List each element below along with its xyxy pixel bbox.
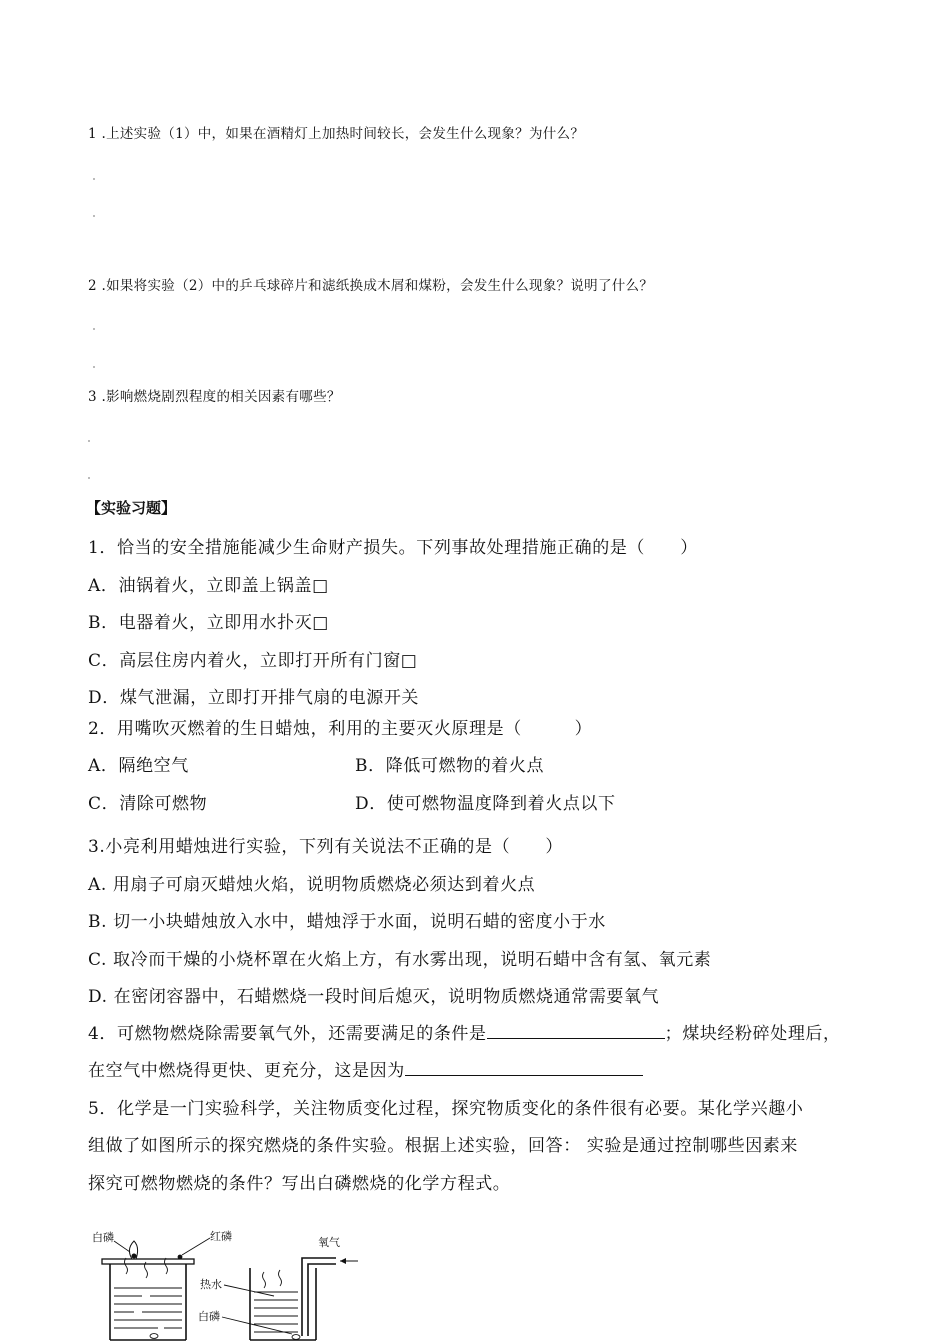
q4-part-2: ；煤块经粉碎处理后， [664,1024,841,1044]
q1-option-a: A．油锅着火，立即盖上锅盖□ [88,576,329,596]
q4-part-3: 在空气中燃烧得更快、更充分，这是因为 [88,1061,405,1081]
discussion-question-1: 1 .上述实验（1）中，如果在酒精灯上加热时间较长，会发生什么现象？为什么？ [88,126,585,142]
faint-mark [93,178,95,180]
q4-blank-2[interactable] [405,1059,643,1076]
label-red-phosphorus: 红磷 [210,1230,232,1243]
q4-part-1: 4．可燃物燃烧除需要氧气外，还需要满足的条件是 [88,1024,487,1044]
q4-line-1 [88,1019,841,1044]
label-white-phosphorus-top: 白磷 [92,1231,114,1244]
q3-option-d: D. 在密闭容器中，石蜡燃烧一段时间后熄灭，说明物质燃烧通常需要氧气 [88,987,660,1007]
q3-option-b: B. 切一小块蜡烛放入水中，蜡烛浮于水面，说明石蜡的密度小于水 [88,912,606,932]
q2-option-a: A．隔绝空气 [88,756,189,776]
combustion-experiment-diagram [88,1228,368,1344]
q3-option-c: C. 取冷而干燥的小烧杯罩在火焰上方，有水雾出现，说明石蜡中含有氢、氧元素 [88,950,712,970]
right-beaker [250,1258,336,1340]
oxygen-tube [302,1258,336,1336]
faint-mark [88,477,90,479]
copper-plate [102,1259,194,1264]
q2-stem: 2．用嘴吹灭燃着的生日蜡烛，利用的主要灭火原理是（ ） [88,719,593,739]
q5-line-2: 组做了如图所示的探究燃烧的条件实验。根据上述实验，回答： 实验是通过控制哪些因素来 [88,1136,799,1156]
q5-line-3: 探究可燃物燃烧的条件？写出白磷燃烧的化学方程式。 [88,1174,511,1194]
label-oxygen: 氧气 [318,1236,340,1249]
q4-line-2 [88,1056,643,1081]
q3-stem: 3.小亮利用蜡烛进行实验，下列有关说法不正确的是（ ） [88,837,564,857]
section-title: 【实验习题】 [86,499,177,517]
q4-blank-1[interactable] [487,1022,665,1039]
faint-mark [93,328,95,330]
q1-option-d: D．煤气泄漏，立即打开排气扇的电源开关 [88,688,420,708]
q1-stem: 1．恰当的安全措施能减少生命财产损失。下列事故处理措施正确的是（ ） [88,538,698,558]
q3-option-a: A. 用扇子可扇灭蜡烛火焰，说明物质燃烧必须达到着火点 [88,875,536,895]
label-hot-water: 热水 [200,1278,222,1291]
left-beaker [102,1241,194,1340]
red-phosphorus [178,1255,183,1260]
discussion-question-3: 3 .影响燃烧剧烈程度的相关因素有哪些？ [88,389,341,405]
q2-option-c: C．清除可燃物 [88,794,208,814]
q2-option-d: D．使可燃物温度降到着火点以下 [355,794,616,814]
q1-option-b: B．电器着火，立即用水扑灭□ [88,613,329,633]
q2-option-b: B．降低可燃物的着火点 [355,756,545,776]
label-white-phosphorus-bottom: 白磷 [198,1310,220,1323]
discussion-question-2: 2 .如果将实验（2）中的乒乓球碎片和滤纸换成木屑和煤粉，会发生什么现象？说明了什么？ [88,278,654,294]
faint-mark [93,366,95,368]
q1-option-c: C．高层住房内着火，立即打开所有门窗□ [88,651,418,671]
q5-line-1: 5．化学是一门实验科学，关注物质变化过程，探究物质变化的条件很有必要。某化学兴趣小 [88,1099,804,1119]
faint-mark [88,440,90,442]
faint-mark [93,215,95,217]
